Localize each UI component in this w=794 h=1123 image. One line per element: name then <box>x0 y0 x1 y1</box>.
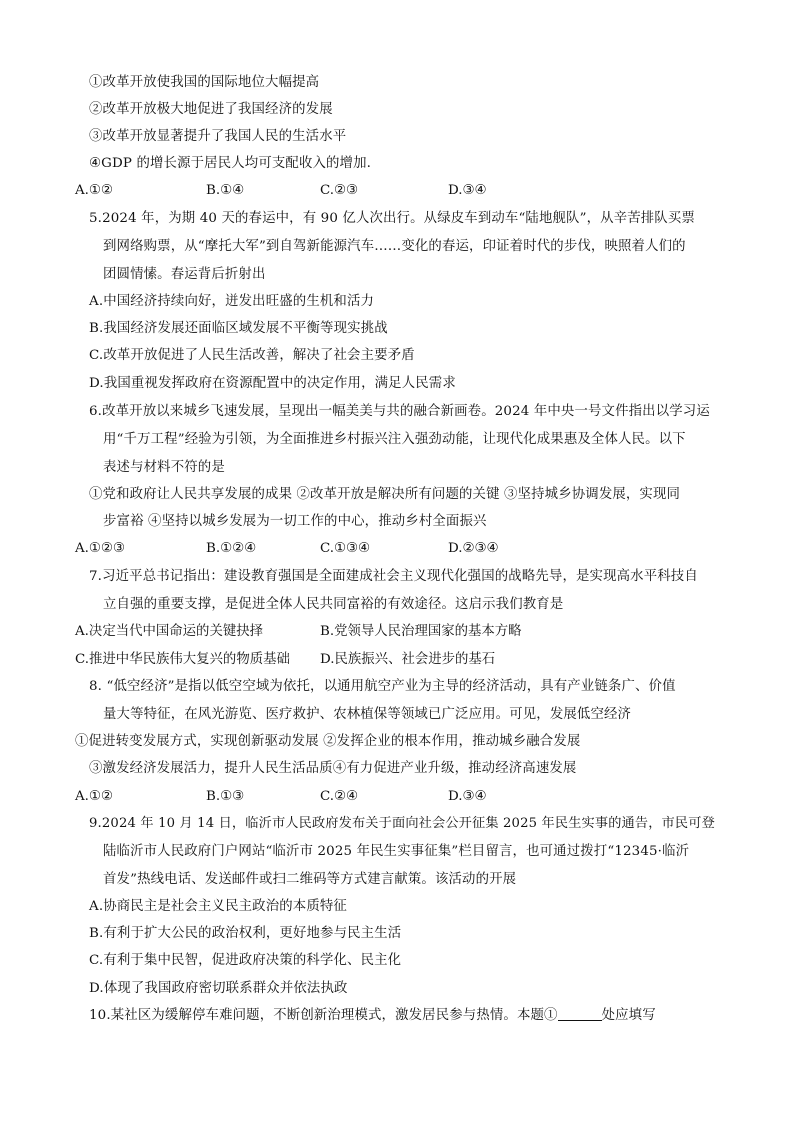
question-5-stem: 团圆情愫。春运背后折射出 <box>103 267 266 282</box>
question-7-option-a: A.决定当代中国命运的关键抉择 <box>75 624 264 639</box>
statement-line: ③改革开放显著提升了我国人民的生活水平 <box>89 129 347 144</box>
question-9-option-c: C.有利于集中民智，促进政府决策的科学化、民主化 <box>89 953 402 968</box>
question-6-option-b: B.①②④ <box>206 541 257 556</box>
question-10-stem <box>89 1007 656 1025</box>
question-9-option-a: A.协商民主是社会主义民主政治的本质特征 <box>89 899 347 914</box>
question-8-statements: ①促进转变发展方式，实现创新驱动发展 ②发挥企业的根本作用，推动城乡融合发展 <box>75 734 581 749</box>
question-6-statements: ①党和政府让人民共享发展的成果 ②改革开放是解决所有问题的关键 ③坚持城乡协调发展，实现同 <box>89 487 681 502</box>
question-7-option-c: C.推进中华民族伟大复兴的物质基础 <box>75 652 290 667</box>
question-9-stem: 首发”热线电话、发送邮件或扫二维码等方式建言献策。该活动的开展 <box>103 872 517 887</box>
question-10-stem-after: 处应填写 <box>601 1008 656 1023</box>
question-7-stem: 7.习近平总书记指出：建设教育强国是全面建成社会主义现代化强国的战略先导，是实现高水平科技自 <box>89 569 698 584</box>
question-10-stem-before: 10.某社区为缓解停车难问题，不断创新治理模式，激发居民参与热情。本题① <box>89 1008 558 1023</box>
question-8-statements: ③激发经济发展活力，提升人民生活品质④有力促进产业升级，推动经济高速发展 <box>89 761 577 776</box>
question-9-stem: 9.2024 年 10 月 14 日，临沂市人民政府发布关于面向社会公开征集 2025 年民生实事的通告，市民可登 <box>89 816 715 831</box>
answer-blank <box>558 1008 602 1021</box>
statement-line: ①改革开放使我国的国际地位大幅提高 <box>89 75 320 90</box>
question-9-stem: 陆临沂市人民政府门户网站“临沂市 2025 年民生实事征集”栏目留言，也可通过拨打“12345·临沂 <box>103 844 690 859</box>
question-5-option-d: D.我国重视发挥政府在资源配置中的决定作用，满足人民需求 <box>89 376 456 391</box>
question-7-option-b: B.党领导人民治理国家的基本方略 <box>320 624 522 639</box>
question-8-stem: 8. “低空经济”是指以低空空域为依托，以通用航空产业为主导的经济活动，具有产业链条广、价值 <box>89 679 676 694</box>
option-d: D.③④ <box>448 183 487 198</box>
question-5-option-c: C.改革开放促进了人民生活改善，解决了社会主要矛盾 <box>89 348 415 363</box>
statement-line: ④GDP 的增长源于居民人均可支配收入的增加. <box>89 156 372 171</box>
statement-line: ②改革开放极大地促进了我国经济的发展 <box>89 102 333 117</box>
question-6-statements: 步富裕 ④坚持以城乡发展为一切工作的中心，推动乡村全面振兴 <box>103 514 487 529</box>
question-5-stem: 到网络购票，从“摩托大军”到自驾新能源汽车……变化的春运，印证着时代的步伐，映照着人们的 <box>103 239 686 254</box>
question-7-stem: 立自强的重要支撑，是促进全体人民共同富裕的有效途径。这启示我们教育是 <box>103 597 564 612</box>
question-6-option-c: C.①③④ <box>320 541 371 556</box>
option-c: C.②③ <box>320 183 359 198</box>
question-7-option-d: D.民族振兴、社会进步的基石 <box>320 652 496 667</box>
option-a: A.①② <box>75 183 113 198</box>
question-9-option-b: B.有利于扩大公民的政治权利，更好地参与民主生活 <box>89 926 402 941</box>
question-6-stem: 表述与材料不符的是 <box>103 460 225 475</box>
question-6-option-d: D.②③④ <box>448 541 499 556</box>
question-8-stem: 量大等特征，在风光游览、医疗救护、农林植保等领域已广泛应用。可见，发展低空经济 <box>103 707 632 722</box>
question-6-stem: 6.改革开放以来城乡飞速发展，呈现出一幅美美与共的融合新画卷。2024 年中央一号文件指出以学习运 <box>89 404 710 419</box>
question-8-option-a: A.①② <box>75 789 113 804</box>
question-8-option-d: D.③④ <box>448 789 487 804</box>
option-b: B.①④ <box>206 183 245 198</box>
question-5-option-a: A.中国经济持续向好，迸发出旺盛的生机和活力 <box>89 294 375 309</box>
question-6-option-a: A.①②③ <box>75 541 125 556</box>
question-8-option-c: C.②④ <box>320 789 359 804</box>
question-9-option-d: D.体现了我国政府密切联系群众并依法执政 <box>89 981 348 996</box>
question-6-stem: 用“千万工程”经验为引领，为全面推进乡村振兴注入强劲动能，让现代化成果惠及全体人民。以下 <box>103 432 686 447</box>
question-5-option-b: B.我国经济发展还面临区域发展不平衡等现实挑战 <box>89 321 388 336</box>
question-5-stem: 5.2024 年，为期 40 天的春运中，有 90 亿人次出行。从绿皮车到动车“陆地舰队”，从辛苦排队买票 <box>89 211 695 226</box>
question-8-option-b: B.①③ <box>206 789 245 804</box>
